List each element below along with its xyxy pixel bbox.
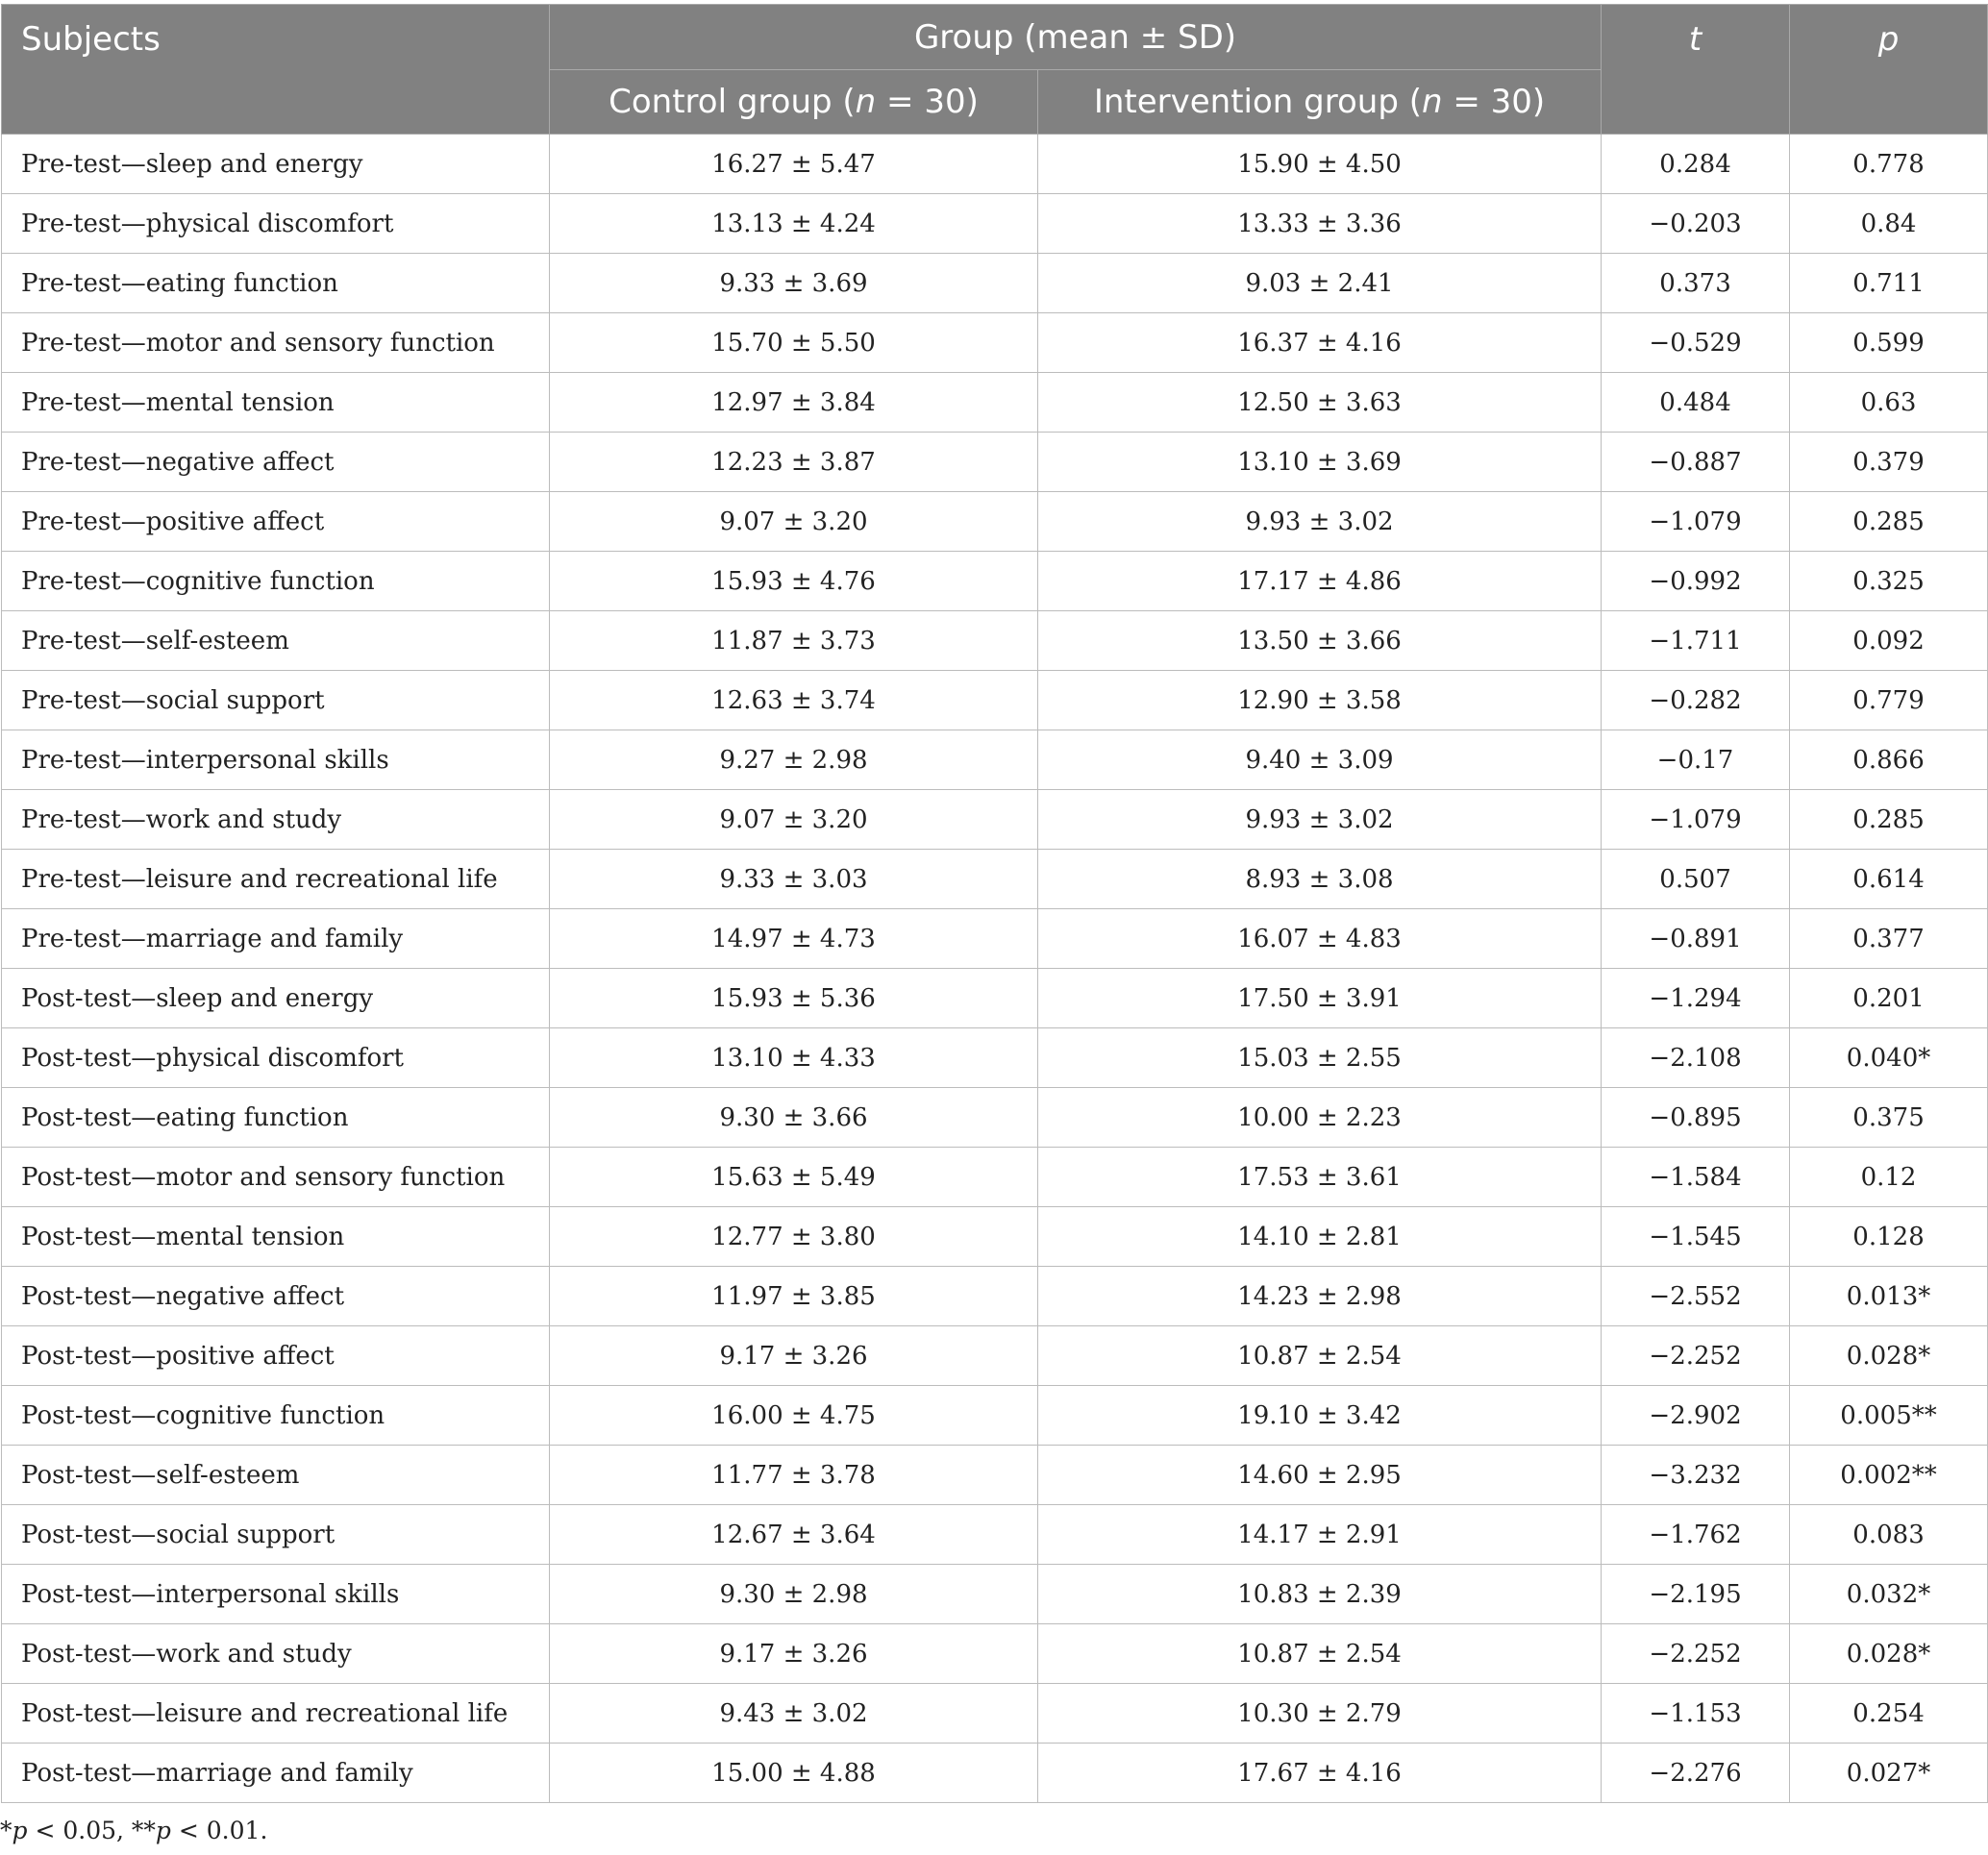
table-row [2, 492, 1988, 552]
cell-t: −0.887 [1602, 433, 1790, 492]
table-row [2, 671, 1988, 730]
results-table [1, 4, 1988, 1803]
cell-intervention: 14.60 ± 2.95 [1038, 1446, 1602, 1505]
table-header [2, 5, 1988, 135]
cell-intervention: 10.87 ± 2.54 [1038, 1326, 1602, 1386]
cell-subject: Post-test—positive affect [2, 1326, 550, 1386]
cell-subject: Post-test—negative affect [2, 1267, 550, 1326]
cell-control: 14.97 ± 4.73 [550, 909, 1038, 969]
cell-intervention: 8.93 ± 3.08 [1038, 850, 1602, 909]
cell-control: 12.67 ± 3.64 [550, 1505, 1038, 1565]
cell-p: 0.375 [1790, 1088, 1988, 1148]
cell-subject: Post-test—physical discomfort [2, 1028, 550, 1088]
table-row [2, 135, 1988, 194]
cell-control: 15.00 ± 4.88 [550, 1744, 1038, 1803]
cell-subject: Post-test—marriage and family [2, 1744, 550, 1803]
cell-control: 13.13 ± 4.24 [550, 194, 1038, 254]
cell-control: 12.63 ± 3.74 [550, 671, 1038, 730]
cell-t: −0.203 [1602, 194, 1790, 254]
footnote-p-1: p [12, 1817, 28, 1844]
header-subjects: Subjects [2, 5, 550, 135]
table-row [2, 1386, 1988, 1446]
cell-control: 15.70 ± 5.50 [550, 313, 1038, 373]
cell-t: −2.108 [1602, 1028, 1790, 1088]
cell-subject: Post-test—mental tension [2, 1207, 550, 1267]
cell-p: 0.63 [1790, 373, 1988, 433]
cell-intervention: 13.10 ± 3.69 [1038, 433, 1602, 492]
table-row [2, 313, 1988, 373]
cell-t: −1.762 [1602, 1505, 1790, 1565]
table-row [2, 1505, 1988, 1565]
table-row [2, 730, 1988, 790]
table-row [2, 1267, 1988, 1326]
table-row [2, 611, 1988, 671]
table-body [2, 135, 1988, 1803]
cell-subject: Post-test—social support [2, 1505, 550, 1565]
cell-intervention: 13.50 ± 3.66 [1038, 611, 1602, 671]
cell-subject: Pre-test—social support [2, 671, 550, 730]
cell-control: 9.33 ± 3.03 [550, 850, 1038, 909]
table-row [2, 552, 1988, 611]
table-row [2, 1028, 1988, 1088]
cell-control: 12.77 ± 3.80 [550, 1207, 1038, 1267]
cell-p: 0.013* [1790, 1267, 1988, 1326]
table-row [2, 254, 1988, 313]
cell-intervention: 10.30 ± 2.79 [1038, 1684, 1602, 1744]
cell-t: −1.153 [1602, 1684, 1790, 1744]
cell-subject: Pre-test—leisure and recreational life [2, 850, 550, 909]
cell-intervention: 9.03 ± 2.41 [1038, 254, 1602, 313]
table-row [2, 1148, 1988, 1207]
footnote-rest-1: < 0.05, ** [27, 1817, 156, 1844]
cell-control: 15.63 ± 5.49 [550, 1148, 1038, 1207]
cell-t: −0.891 [1602, 909, 1790, 969]
cell-p: 0.092 [1790, 611, 1988, 671]
cell-t: −1.711 [1602, 611, 1790, 671]
cell-t: −2.552 [1602, 1267, 1790, 1326]
cell-subject: Pre-test—motor and sensory function [2, 313, 550, 373]
table-row [2, 969, 1988, 1028]
cell-control: 9.30 ± 3.66 [550, 1088, 1038, 1148]
cell-control: 15.93 ± 5.36 [550, 969, 1038, 1028]
cell-control: 13.10 ± 4.33 [550, 1028, 1038, 1088]
header-control-group [550, 70, 1038, 135]
cell-p: 0.711 [1790, 254, 1988, 313]
cell-subject: Pre-test—cognitive function [2, 552, 550, 611]
footnote-rest-2: < 0.01. [170, 1817, 268, 1844]
cell-intervention: 16.37 ± 4.16 [1038, 313, 1602, 373]
cell-subject: Pre-test—work and study [2, 790, 550, 850]
cell-t: −2.195 [1602, 1565, 1790, 1624]
cell-p: 0.040* [1790, 1028, 1988, 1088]
cell-t: −2.252 [1602, 1624, 1790, 1684]
header-intervention-group [1038, 70, 1602, 135]
header-intervention-prefix: Intervention group ( [1093, 83, 1422, 121]
cell-p: 0.614 [1790, 850, 1988, 909]
cell-p: 0.083 [1790, 1505, 1988, 1565]
cell-p: 0.12 [1790, 1148, 1988, 1207]
cell-p: 0.028* [1790, 1326, 1988, 1386]
cell-intervention: 10.87 ± 2.54 [1038, 1624, 1602, 1684]
cell-subject: Pre-test—eating function [2, 254, 550, 313]
cell-control: 11.77 ± 3.78 [550, 1446, 1038, 1505]
header-control-n: n [855, 83, 877, 121]
cell-intervention: 15.90 ± 4.50 [1038, 135, 1602, 194]
cell-control: 16.27 ± 5.47 [550, 135, 1038, 194]
cell-t: −0.529 [1602, 313, 1790, 373]
header-control-prefix: Control group ( [609, 83, 856, 121]
cell-control: 12.23 ± 3.87 [550, 433, 1038, 492]
table-row [2, 1624, 1988, 1684]
cell-p: 0.866 [1790, 730, 1988, 790]
cell-t: −2.252 [1602, 1326, 1790, 1386]
cell-control: 9.17 ± 3.26 [550, 1326, 1038, 1386]
cell-p: 0.254 [1790, 1684, 1988, 1744]
cell-intervention: 14.17 ± 2.91 [1038, 1505, 1602, 1565]
table-row [2, 1684, 1988, 1744]
cell-intervention: 9.93 ± 3.02 [1038, 790, 1602, 850]
cell-subject: Pre-test—physical discomfort [2, 194, 550, 254]
table-row [2, 1088, 1988, 1148]
cell-p: 0.599 [1790, 313, 1988, 373]
cell-control: 9.07 ± 3.20 [550, 790, 1038, 850]
table-row [2, 1326, 1988, 1386]
cell-subject: Pre-test—self-esteem [2, 611, 550, 671]
cell-intervention: 13.33 ± 3.36 [1038, 194, 1602, 254]
cell-t: −0.282 [1602, 671, 1790, 730]
cell-subject: Post-test—cognitive function [2, 1386, 550, 1446]
cell-t: −1.294 [1602, 969, 1790, 1028]
header-intervention-n: n [1421, 83, 1443, 121]
cell-p: 0.201 [1790, 969, 1988, 1028]
cell-control: 12.97 ± 3.84 [550, 373, 1038, 433]
cell-p: 0.027* [1790, 1744, 1988, 1803]
cell-t: −1.079 [1602, 492, 1790, 552]
footnote-star: * [0, 1817, 12, 1844]
table-row [2, 909, 1988, 969]
cell-control: 9.17 ± 3.26 [550, 1624, 1038, 1684]
cell-subject: Post-test—leisure and recreational life [2, 1684, 550, 1744]
cell-subject: Pre-test—marriage and family [2, 909, 550, 969]
cell-p: 0.285 [1790, 492, 1988, 552]
cell-p: 0.002** [1790, 1446, 1988, 1505]
cell-t: 0.507 [1602, 850, 1790, 909]
cell-t: 0.484 [1602, 373, 1790, 433]
cell-p: 0.028* [1790, 1624, 1988, 1684]
cell-intervention: 17.17 ± 4.86 [1038, 552, 1602, 611]
cell-subject: Post-test—eating function [2, 1088, 550, 1148]
table-footnote [0, 1817, 267, 1844]
cell-t: −3.232 [1602, 1446, 1790, 1505]
cell-p: 0.84 [1790, 194, 1988, 254]
cell-subject: Post-test—work and study [2, 1624, 550, 1684]
cell-intervention: 9.40 ± 3.09 [1038, 730, 1602, 790]
cell-subject: Pre-test—negative affect [2, 433, 550, 492]
cell-subject: Post-test—motor and sensory function [2, 1148, 550, 1207]
footnote-p-2: p [155, 1817, 171, 1844]
cell-subject: Pre-test—mental tension [2, 373, 550, 433]
header-p: p [1790, 5, 1988, 135]
cell-subject: Post-test—sleep and energy [2, 969, 550, 1028]
cell-p: 0.128 [1790, 1207, 1988, 1267]
cell-intervention: 14.10 ± 2.81 [1038, 1207, 1602, 1267]
results-table-container [0, 4, 1988, 1803]
cell-control: 9.27 ± 2.98 [550, 730, 1038, 790]
cell-t: 0.373 [1602, 254, 1790, 313]
header-t: t [1602, 5, 1790, 135]
cell-control: 9.30 ± 2.98 [550, 1565, 1038, 1624]
cell-t: 0.284 [1602, 135, 1790, 194]
cell-intervention: 14.23 ± 2.98 [1038, 1267, 1602, 1326]
cell-intervention: 17.67 ± 4.16 [1038, 1744, 1602, 1803]
cell-intervention: 16.07 ± 4.83 [1038, 909, 1602, 969]
cell-p: 0.779 [1790, 671, 1988, 730]
cell-p: 0.325 [1790, 552, 1988, 611]
table-row [2, 1446, 1988, 1505]
table-row [2, 1744, 1988, 1803]
cell-intervention: 9.93 ± 3.02 [1038, 492, 1602, 552]
cell-control: 9.43 ± 3.02 [550, 1684, 1038, 1744]
cell-control: 11.97 ± 3.85 [550, 1267, 1038, 1326]
table-row [2, 1207, 1988, 1267]
cell-t: −0.895 [1602, 1088, 1790, 1148]
cell-t: −0.17 [1602, 730, 1790, 790]
table-row [2, 850, 1988, 909]
cell-p: 0.778 [1790, 135, 1988, 194]
cell-control: 16.00 ± 4.75 [550, 1386, 1038, 1446]
cell-p: 0.285 [1790, 790, 1988, 850]
table-row [2, 373, 1988, 433]
cell-t: −2.902 [1602, 1386, 1790, 1446]
cell-t: −2.276 [1602, 1744, 1790, 1803]
header-intervention-suffix: = 30) [1442, 83, 1546, 121]
cell-control: 11.87 ± 3.73 [550, 611, 1038, 671]
cell-t: −0.992 [1602, 552, 1790, 611]
cell-control: 9.33 ± 3.69 [550, 254, 1038, 313]
cell-intervention: 12.90 ± 3.58 [1038, 671, 1602, 730]
cell-t: −1.584 [1602, 1148, 1790, 1207]
cell-subject: Post-test—self-esteem [2, 1446, 550, 1505]
cell-intervention: 15.03 ± 2.55 [1038, 1028, 1602, 1088]
cell-intervention: 17.50 ± 3.91 [1038, 969, 1602, 1028]
table-row [2, 790, 1988, 850]
cell-p: 0.379 [1790, 433, 1988, 492]
cell-intervention: 10.83 ± 2.39 [1038, 1565, 1602, 1624]
cell-control: 9.07 ± 3.20 [550, 492, 1038, 552]
cell-intervention: 10.00 ± 2.23 [1038, 1088, 1602, 1148]
cell-control: 15.93 ± 4.76 [550, 552, 1038, 611]
cell-p: 0.032* [1790, 1565, 1988, 1624]
cell-intervention: 19.10 ± 3.42 [1038, 1386, 1602, 1446]
cell-intervention: 17.53 ± 3.61 [1038, 1148, 1602, 1207]
cell-p: 0.377 [1790, 909, 1988, 969]
cell-subject: Post-test—interpersonal skills [2, 1565, 550, 1624]
cell-p: 0.005** [1790, 1386, 1988, 1446]
header-control-suffix: = 30) [876, 83, 979, 121]
table-row [2, 194, 1988, 254]
cell-t: −1.079 [1602, 790, 1790, 850]
table-row [2, 433, 1988, 492]
table-row [2, 1565, 1988, 1624]
header-group: Group (mean ± SD) [550, 5, 1602, 70]
cell-intervention: 12.50 ± 3.63 [1038, 373, 1602, 433]
cell-t: −1.545 [1602, 1207, 1790, 1267]
cell-subject: Pre-test—interpersonal skills [2, 730, 550, 790]
cell-subject: Pre-test—positive affect [2, 492, 550, 552]
cell-subject: Pre-test—sleep and energy [2, 135, 550, 194]
